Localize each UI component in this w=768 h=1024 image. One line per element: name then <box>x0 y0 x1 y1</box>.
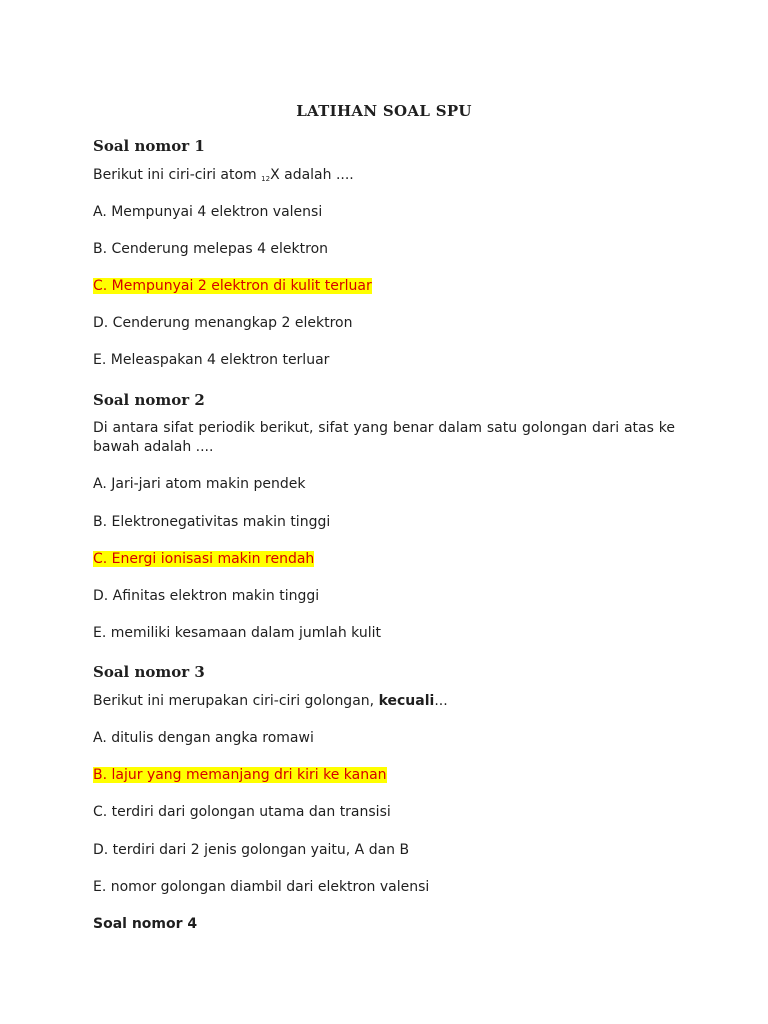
question-2-option-d: D. Afinitas elektron makin tinggi <box>93 588 320 604</box>
question-2-option-a: A. Jari-jari atom makin pendek <box>93 476 306 492</box>
question-1-option-a: A. Mempunyai 4 elektron valensi <box>93 204 323 220</box>
atomic-number-subscript: 12 <box>261 175 271 183</box>
answer-highlight: B. lajur yang memanjang dri kiri ke kanan <box>93 767 387 783</box>
question-3-option-d: D. terdiri dari 2 jenis golongan yaitu, A dan B <box>93 842 410 858</box>
page-title: LATIHAN SOAL SPU <box>296 102 472 120</box>
question-2-option-b: B. Elektronegativitas makin tinggi <box>93 514 331 530</box>
question-3-heading: Soal nomor 3 <box>93 663 205 681</box>
question-1-option-d: D. Cenderung menangkap 2 elektron <box>93 315 353 331</box>
answer-highlight: C. Mempunyai 2 elektron di kulit terluar <box>93 278 372 294</box>
question-2-option-c-answer <box>93 550 314 569</box>
answer-highlight: C. Energi ionisasi makin rendah <box>93 551 315 567</box>
question-2-option-e: E. memiliki kesamaan dalam jumlah kulit <box>93 625 381 641</box>
question-4-heading: Soal nomor 4 <box>93 916 198 932</box>
question-3-text: Berikut ini merupakan ciri-ciri golongan, kecuali... <box>93 693 448 709</box>
emphasis-kecuali: kecuali <box>378 693 435 709</box>
question-3-option-e: E. nomor golongan diambil dari elektron valensi <box>93 879 430 895</box>
question-1-heading: Soal nomor 1 <box>93 137 205 155</box>
question-2-text: Di antara sifat periodik berikut, sifat yang benar dalam satu golongan dari atas ke bawah adalah .... <box>93 420 675 455</box>
question-2-heading: Soal nomor 2 <box>93 391 205 409</box>
question-3-option-c: C. terdiri dari golongan utama dan transisi <box>93 804 391 820</box>
question-1-option-e: E. Meleaspakan 4 elektron terluar <box>93 352 330 368</box>
question-1-option-b: B. Cenderung melepas 4 elektron <box>93 241 329 257</box>
question-1-option-c-answer <box>93 277 372 296</box>
question-3-option-b-answer <box>93 766 387 785</box>
question-1-text: Berikut ini ciri-ciri atom $_{12}$X adalah .... <box>93 167 354 183</box>
question-3-option-a: A. ditulis dengan angka romawi <box>93 730 314 746</box>
